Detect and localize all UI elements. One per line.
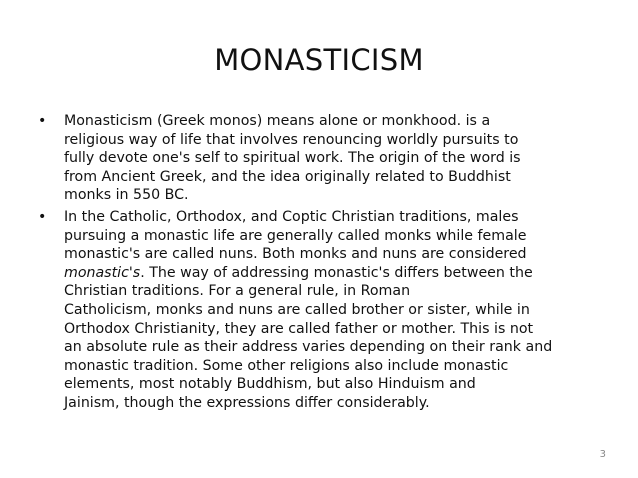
- bullet-dot-icon: •: [38, 113, 47, 129]
- bullet-item-2: [38, 208, 608, 413]
- bullet-1-line-5: monks in 550 BC.: [64, 187, 189, 204]
- italic-term: monastic's: [64, 264, 141, 281]
- bullet-item-1: [38, 112, 608, 205]
- bullet-2-line-3: monastic's are called nuns. Both monks and nuns are considered: [64, 246, 527, 263]
- slide-title: MONASTICISM: [214, 43, 424, 77]
- bullet-2-line-4-rest: . The way of addressing monastic's differs between the: [140, 264, 533, 281]
- bullet-2-line-1: In the Catholic, Orthodox, and Coptic Christian traditions, males: [64, 208, 519, 225]
- bullet-list: [38, 112, 608, 416]
- bullet-2-line-10: elements, most notably Buddhism, but also Hinduism and: [64, 376, 476, 393]
- page-number: 3: [599, 449, 606, 460]
- bullet-1-line-1: Monasticism (Greek monos) means alone or monkhood. is a: [64, 113, 491, 129]
- bullet-1-line-2: religious way of life that involves renouncing worldly pursuits to: [64, 131, 519, 148]
- bullet-2-line-4: [64, 264, 608, 283]
- bullet-2-line-5: Christian traditions. For a general rule, in Roman: [64, 283, 411, 300]
- bullet-2-line-2: pursuing a monastic life are generally called monks while female: [64, 227, 527, 244]
- bullet-2-line-8: an absolute rule as their address varies depending on their rank and: [64, 339, 553, 356]
- bullet-2-line-9: monastic tradition. Some other religions also include monastic: [64, 357, 509, 374]
- bullet-2-line-7: Orthodox Christianity, they are called father or mother. This is not: [64, 320, 534, 337]
- bullet-2-line-11: Jainism, though the expressions differ considerably.: [64, 394, 430, 411]
- bullet-1-line-4: from Ancient Greek, and the idea originally related to Buddhist: [64, 168, 511, 185]
- bullet-dot-icon: •: [38, 208, 47, 225]
- bullet-1-line-3: fully devote one's self to spiritual work. The origin of the word is: [64, 150, 521, 167]
- bullet-2-line-6: Catholicism, monks and nuns are called brother or sister, while in: [64, 301, 530, 318]
